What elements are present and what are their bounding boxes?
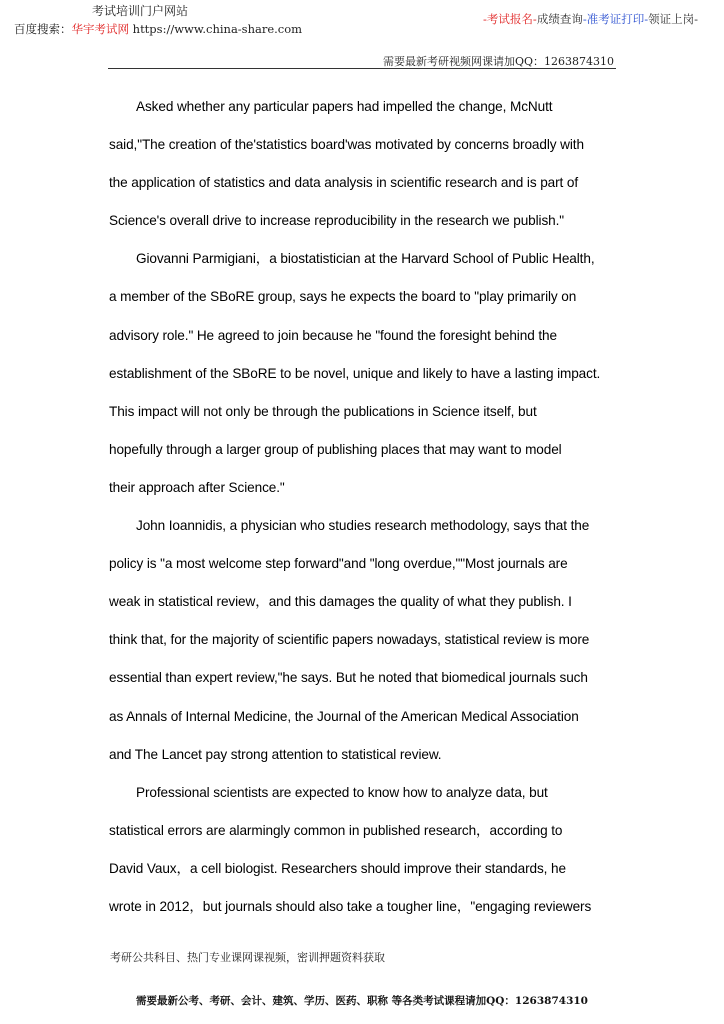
- header-links: [483, 11, 698, 27]
- admission-ticket-link[interactable]: -准考证打印-: [582, 12, 649, 26]
- site-title: 考试培训门户网站: [92, 4, 189, 18]
- text-line: and The Lancet pay strong attention to statistical review.: [109, 746, 442, 762]
- text-line: David Vaux，a cell biologist. Researchers should improve their standards, he: [109, 860, 566, 876]
- text-line: advisory role." He agreed to join because he "found the foresight behind the: [109, 327, 557, 343]
- text-line: said,"The creation of the'statistics board'was motivated by concerns broadly with: [109, 137, 584, 153]
- exam-registration-link[interactable]: -考试报名-: [483, 12, 537, 26]
- text-line: as Annals of Internal Medicine, the Journal of the American Medical Association: [109, 708, 579, 724]
- search-brand-link[interactable]: 华宇考试网: [71, 22, 129, 36]
- site-url[interactable]: https://www.china-share.com: [132, 22, 303, 36]
- search-label: 百度搜索：: [14, 22, 72, 36]
- text-line: hopefully through a larger group of publishing places that may want to model: [109, 441, 562, 457]
- text-line: Professional scientists are expected to know how to analyze data, but: [136, 784, 548, 800]
- text-line: statistical errors are alarmingly common in published research，according to: [109, 822, 563, 838]
- text-line: This impact will not only be through the publications in Science itself, but: [109, 403, 537, 419]
- text-line: essential than expert review,"he says. But he noted that biomedical journals such: [109, 670, 588, 686]
- search-line: [14, 21, 302, 37]
- text-line: establishment of the SBoRE to be novel, unique and likely to have a lasting impact.: [109, 365, 601, 381]
- certificate-link[interactable]: 领证上岗-: [648, 12, 698, 26]
- footer-note: 考研公共科目、热门专业课网课视频，密训押题资料获取: [110, 951, 385, 964]
- text-line: Asked whether any particular papers had impelled the change, McNutt: [136, 99, 553, 114]
- header-divider: [108, 68, 616, 69]
- text-line: John Ioannidis, a physician who studies research methodology, says that the: [136, 518, 590, 534]
- text-line: Science's overall drive to increase reproducibility in the research we publish.": [109, 213, 565, 229]
- footer-contact: 需要最新公考、考研、会计、建筑、学历、医药、职称 等各类考试课程请加QQ：1263874310: [135, 995, 588, 1007]
- document-body: [109, 88, 621, 926]
- text-line: a member of the SBoRE group, says he expects the board to "play primarily on: [109, 289, 577, 305]
- text-line: weak in statistical review，and this damages the quality of what they publish. I: [109, 594, 572, 610]
- score-query-link[interactable]: 成绩查询: [536, 12, 583, 26]
- text-line: policy is "a most welcome step forward"and "long overdue,""Most journals are: [109, 556, 568, 572]
- text-line: wrote in 2012，but journals should also take a tougher line，"engaging reviewers: [109, 898, 592, 914]
- text-line: think that, for the majority of scientific papers nowadays, statistical review is more: [109, 632, 590, 648]
- text-line: the application of statistics and data analysis in scientific research and is part of: [109, 175, 579, 191]
- text-line: Giovanni Parmigiani，a biostatistician at the Harvard School of Public Health,: [136, 251, 595, 267]
- text-line: their approach after Science.": [109, 479, 285, 495]
- qq-notice: 需要最新考研视频网课请加QQ：1263874310: [382, 55, 614, 68]
